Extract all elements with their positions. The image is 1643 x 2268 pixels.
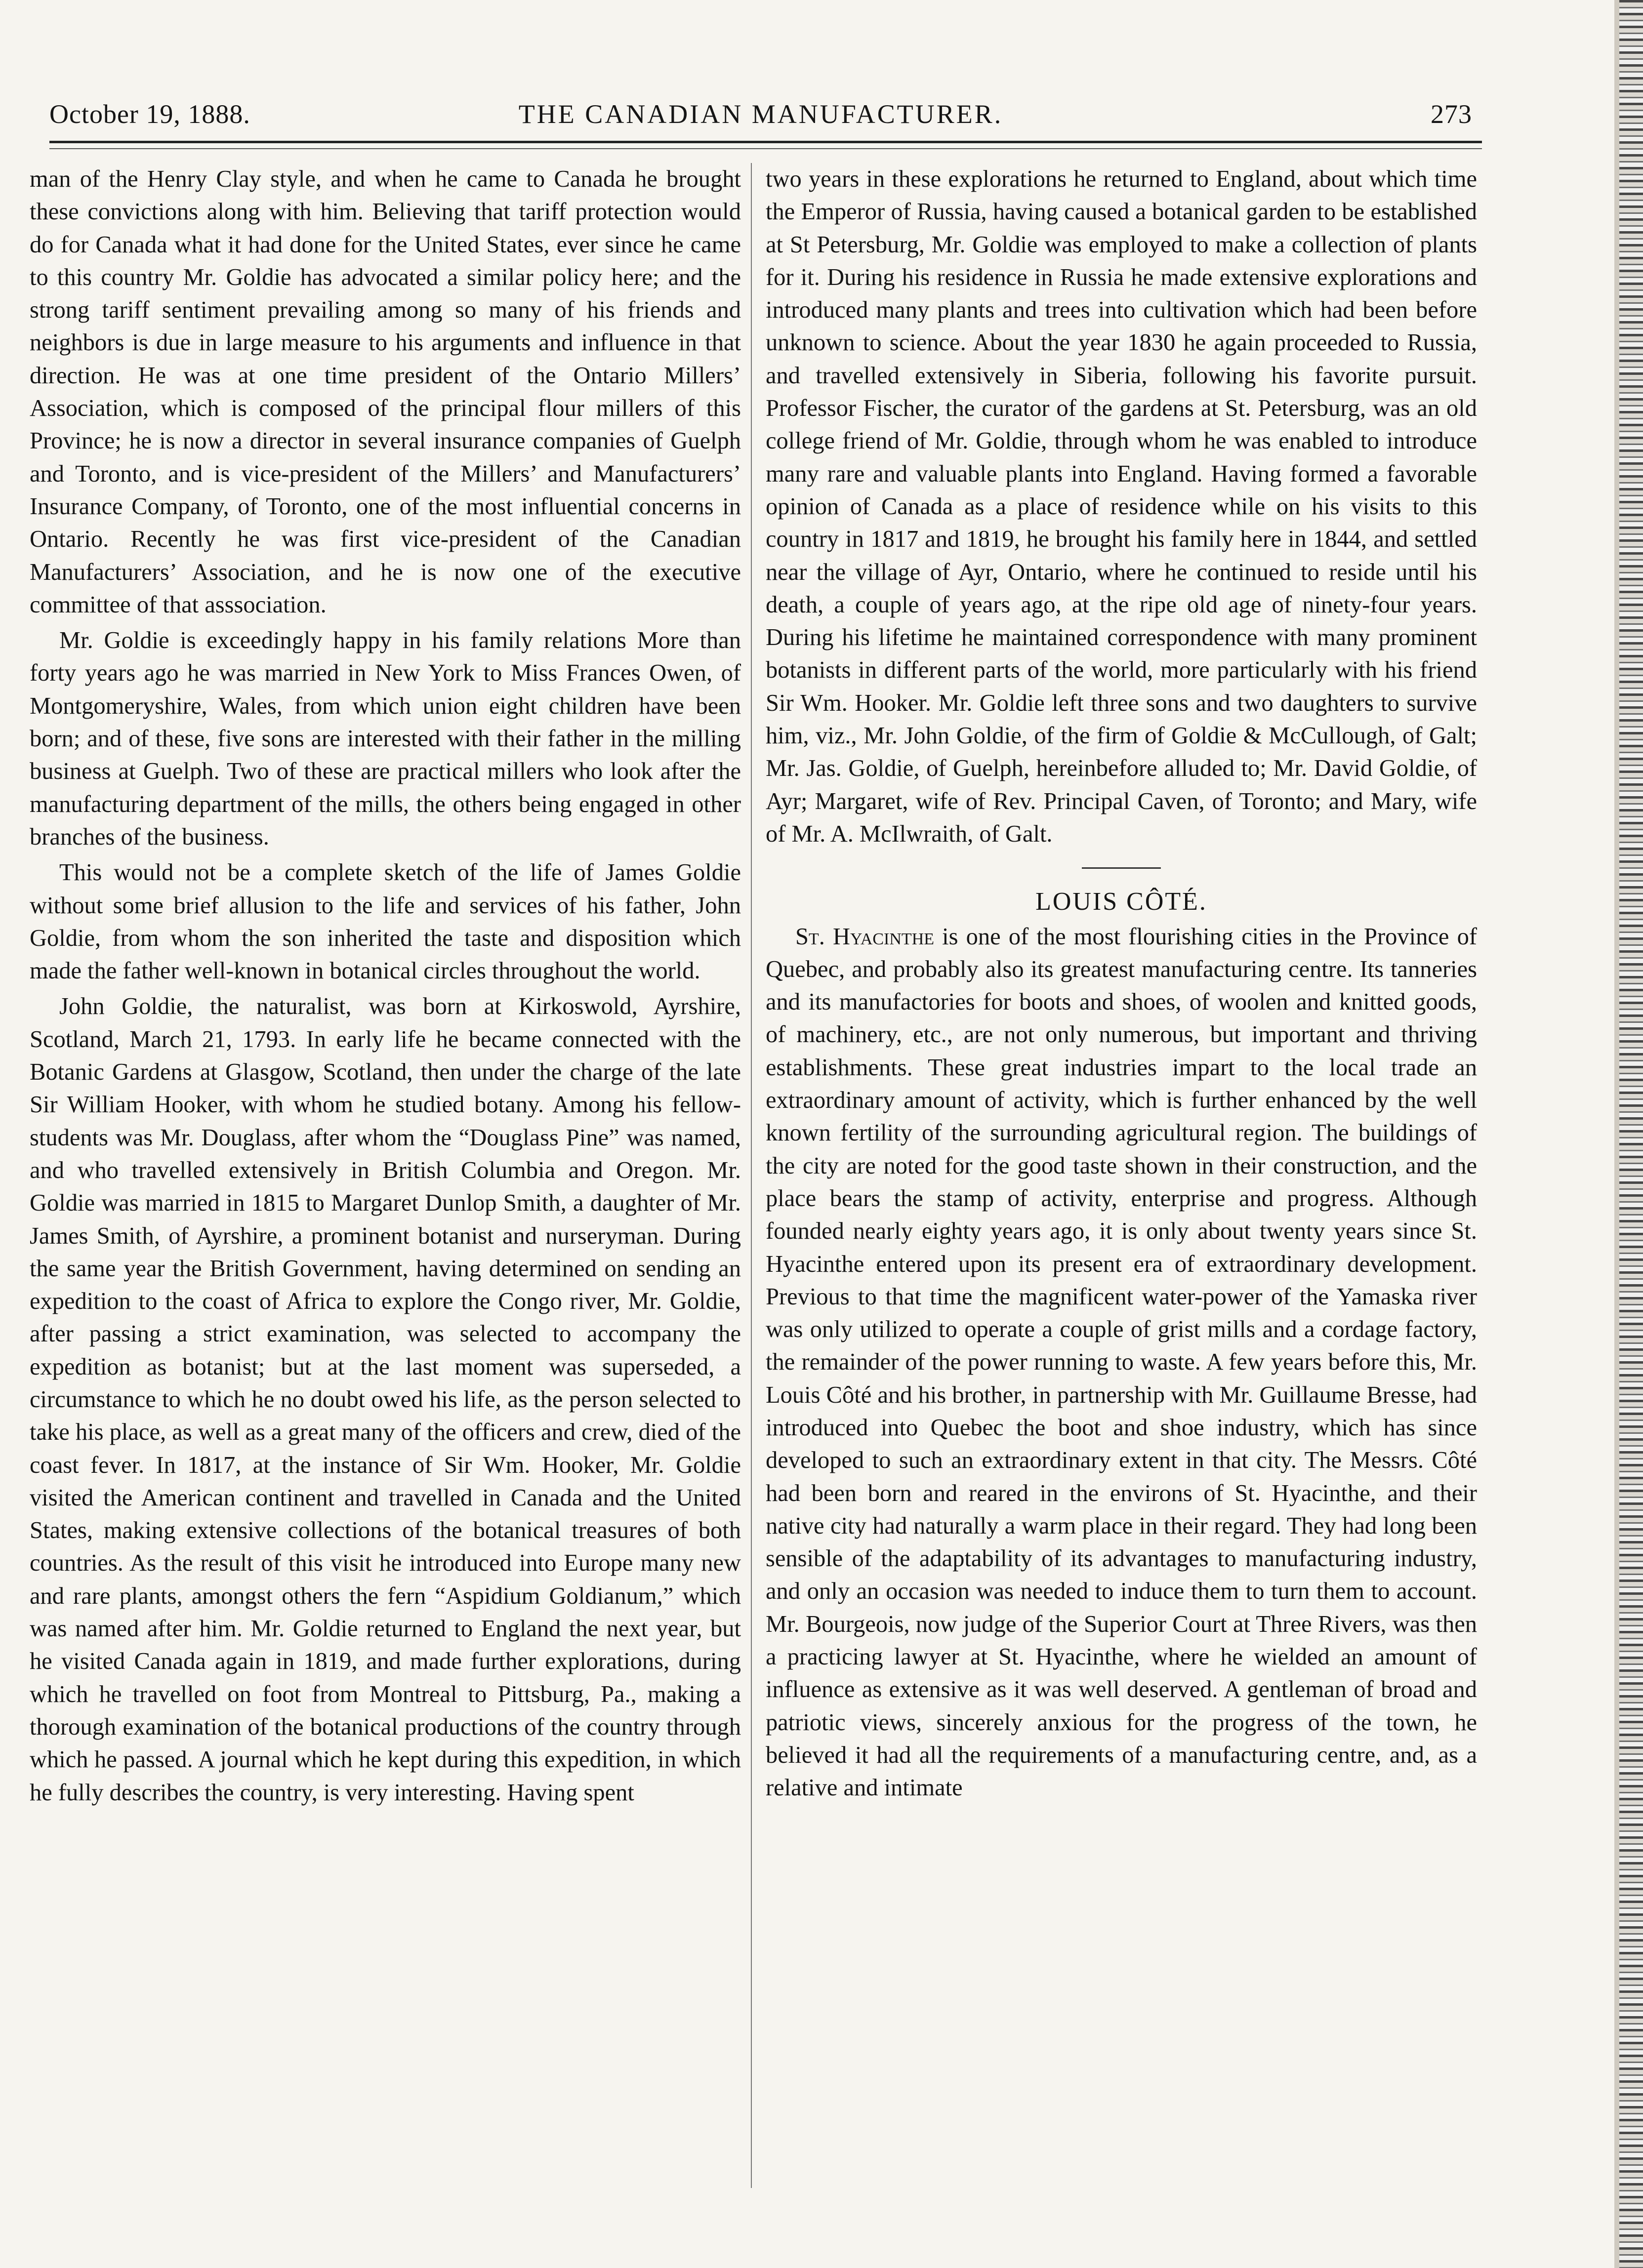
binding-edge [1619, 0, 1643, 2268]
newspaper-page [30, 74, 1526, 2198]
header-rule-thick [49, 141, 1482, 143]
issue-date: October 19, 1888. [49, 99, 250, 129]
left-column [30, 163, 741, 1809]
section-paragraph [766, 921, 1477, 1805]
column-divider [751, 163, 752, 2188]
paragraph: This would not be a complete sketch of the life of James Goldie without some brief allusion to the life and services of his father, John Goldie, from whom the son inherited the taste and disposition which made the father well-known in botanical circles throughout the world. [30, 859, 741, 984]
paragraph: two years in these explorations he returned to England, about which time the Emperor of Russia, having caused a botanical garden to be established at St Petersburg, Mr. Goldie was employed to make a collection of plants for it. During his residence in Russia he made extensive explorations and introduced many plants and trees into cultivation which had been before unknown to science. About the year 1830 he again proceeded to Russia, and travelled extensively in Siberia, following his favorite pursuit. Professor Fischer, the curator of the gardens at St. Petersburg, was an old college friend of Mr. Goldie, through whom he was enabled to introduce many rare and valuable plants into England. Having formed a favorable opinion of Canada as a place of residence while on his visits to this country in 1817 and 1819, he brought his family here in 1844, and settled near the village of Ayr, Ontario, where he continued to reside until his death, a couple of years ago, at the ripe old age of ninety-four years. During his lifetime he maintained correspondence with many prominent botanists in different parts of the world, more particularly with his friend Sir Wm. Hooker. Mr. Goldie left three sons and two daughters to survive him, viz., Mr. John Goldie, of the firm of Goldie & McCullough, of Galt; Mr. Jas. Goldie, of Guelph, hereinbefore alluded to; Mr. David Goldie, of Ayr; Margaret, wife of Rev. Principal Caven, of Toronto; and Mary, wife of Mr. A. McIlwraith, of Galt. [766, 166, 1477, 847]
right-column [766, 163, 1477, 1805]
paragraph: Mr. Goldie is exceedingly happy in his family relations More than forty years ago he was married in New York to Miss Frances Owen, of Montgomeryshire, Wales, from which union eight children have been born; and of these, five sons are interested with their father in the milling business at Guelph. Two of these are practical millers who look after the manufacturing department of the mills, the others being engaged in other branches of the business. [30, 627, 741, 850]
section-separator [1082, 867, 1161, 869]
page-number: 273 [1431, 99, 1472, 129]
binding-shadow [1614, 0, 1619, 2268]
paragraph: John Goldie, the naturalist, was born at Kirkoswold, Ayrshire, Scotland, March 21, 1793. In early life he became connected with the Botanic Gardens at Glasgow, Scotland, then under the charge of the late Sir William Hooker, with whom he studied botany. Among his fellow-students was Mr. Douglass, after whom the “Douglass Pine” was named, and who travelled extensively in British Columbia and Oregon. Mr. Goldie was married in 1815 to Margaret Dunlop Smith, a daughter of Mr. James Smith, of Ayrshire, a prominent botanist and nurseryman. During the same year the British Government, having determined on sending an expedition to the coast of Africa to explore the Congo river, Mr. Goldie, after passing a strict examination, was selected to accompany the expedition as botanist; but at the last moment was superseded, a circumstance to which he no doubt owed his life, as the person selected to take his place, as well as a great many of the officers and crew, died of the coast fever. In 1817, at the instance of Sir Wm. Hooker, Mr. Goldie visited the American continent and travelled in Canada and the United States, making extensive collections of the botanical treasures of both countries. As the result of this visit he introduced into Europe many new and rare plants, amongst others the fern “Aspidium Goldianum,” which was named after him. Mr. Goldie returned to England the next year, but he visited Canada again in 1819, and made further explorations, during which he travelled on foot from Montreal to Pittsburg, Pa., making a thorough examination of the botanical productions of the country through which he passed. A journal which he kept during this expedition, in which he fully describes the country, is very interesting. Having spent [30, 993, 741, 1806]
section-lead: St. Hyacinthe [795, 923, 935, 950]
paragraph: man of the Henry Clay style, and when he came to Canada he brought these convictions along with him. Believing that tariff protection would do for Canada what it had done for the United States, ever since he came to this country Mr. Goldie has advocated a similar policy here; and the strong tariff sentiment prevailing among so many of his friends and neighbors is due in large measure to his arguments and influence in that direction. He was at one time president of the Ontario Millers’ Association, which is composed of the principal flour millers of this Province; he is now a director in several insurance companies of Guelph and Toronto, and is vice-president of the Millers’ and Manufacturers’ Insurance Company, of Toronto, one of the most influential concerns in Ontario. Recently he was first vice-president of the Canadian Manufacturers’ Association, and he is now one of the executive committee of that asssociation. [30, 166, 741, 618]
publication-title: THE CANADIAN MANUFACTURER. [518, 99, 1003, 129]
page-header [49, 89, 1472, 143]
section-body: is one of the most flourishing cities in the Province of Quebec, and probably also its greatest manufacturing centre. Its tanneries and its manufactories for boots and shoes, of woolen and knitted goods, of machinery, etc., are not only numerous, but important and thriving establishments. These great industries impart to the local trade an extraordinary amount of activity, which is further enhanced by the well known fertility of the surrounding agricultural region. The buildings of the city are noted for the good taste shown in their construction, and the place bears the stamp of activity, enterprise and progress. Although founded nearly eighty years ago, it is only about twenty years since St. Hyacinthe entered upon its present era of extraordinary development. Previous to that time the magnificent water-power of the Yamaska river was only utilized to operate a couple of grist mills and a cordage factory, the remainder of the power running to waste. A few years before this, Mr. Louis Côté and his brother, in partnership with Mr. Guillaume Bresse, had introduced into Quebec the boot and shoe industry, which has since developed to such an extraordinary extent in that city. The Messrs. Côté had been born and reared in the environs of St. Hyacinthe, and their native city had naturally a warm place in their regard. They had long been sensible of the adaptability of its advantages to manufacturing industry, and only an occasion was needed to induce them to turn them to account. Mr. Bourgeois, now judge of the Superior Court at Three Rivers, was then a practicing lawyer at St. Hyacinthe, where he wielded an amount of influence as extensive as it was well deserved. A gentleman of broad and patriotic views, sincerely anxious for the progress of the town, he believed it had all the requirements of a manufacturing centre, and, as a relative and intimate [766, 923, 1477, 1801]
header-rule-thin [49, 148, 1482, 149]
section-title: LOUIS CÔTÉ. [1035, 888, 1207, 916]
